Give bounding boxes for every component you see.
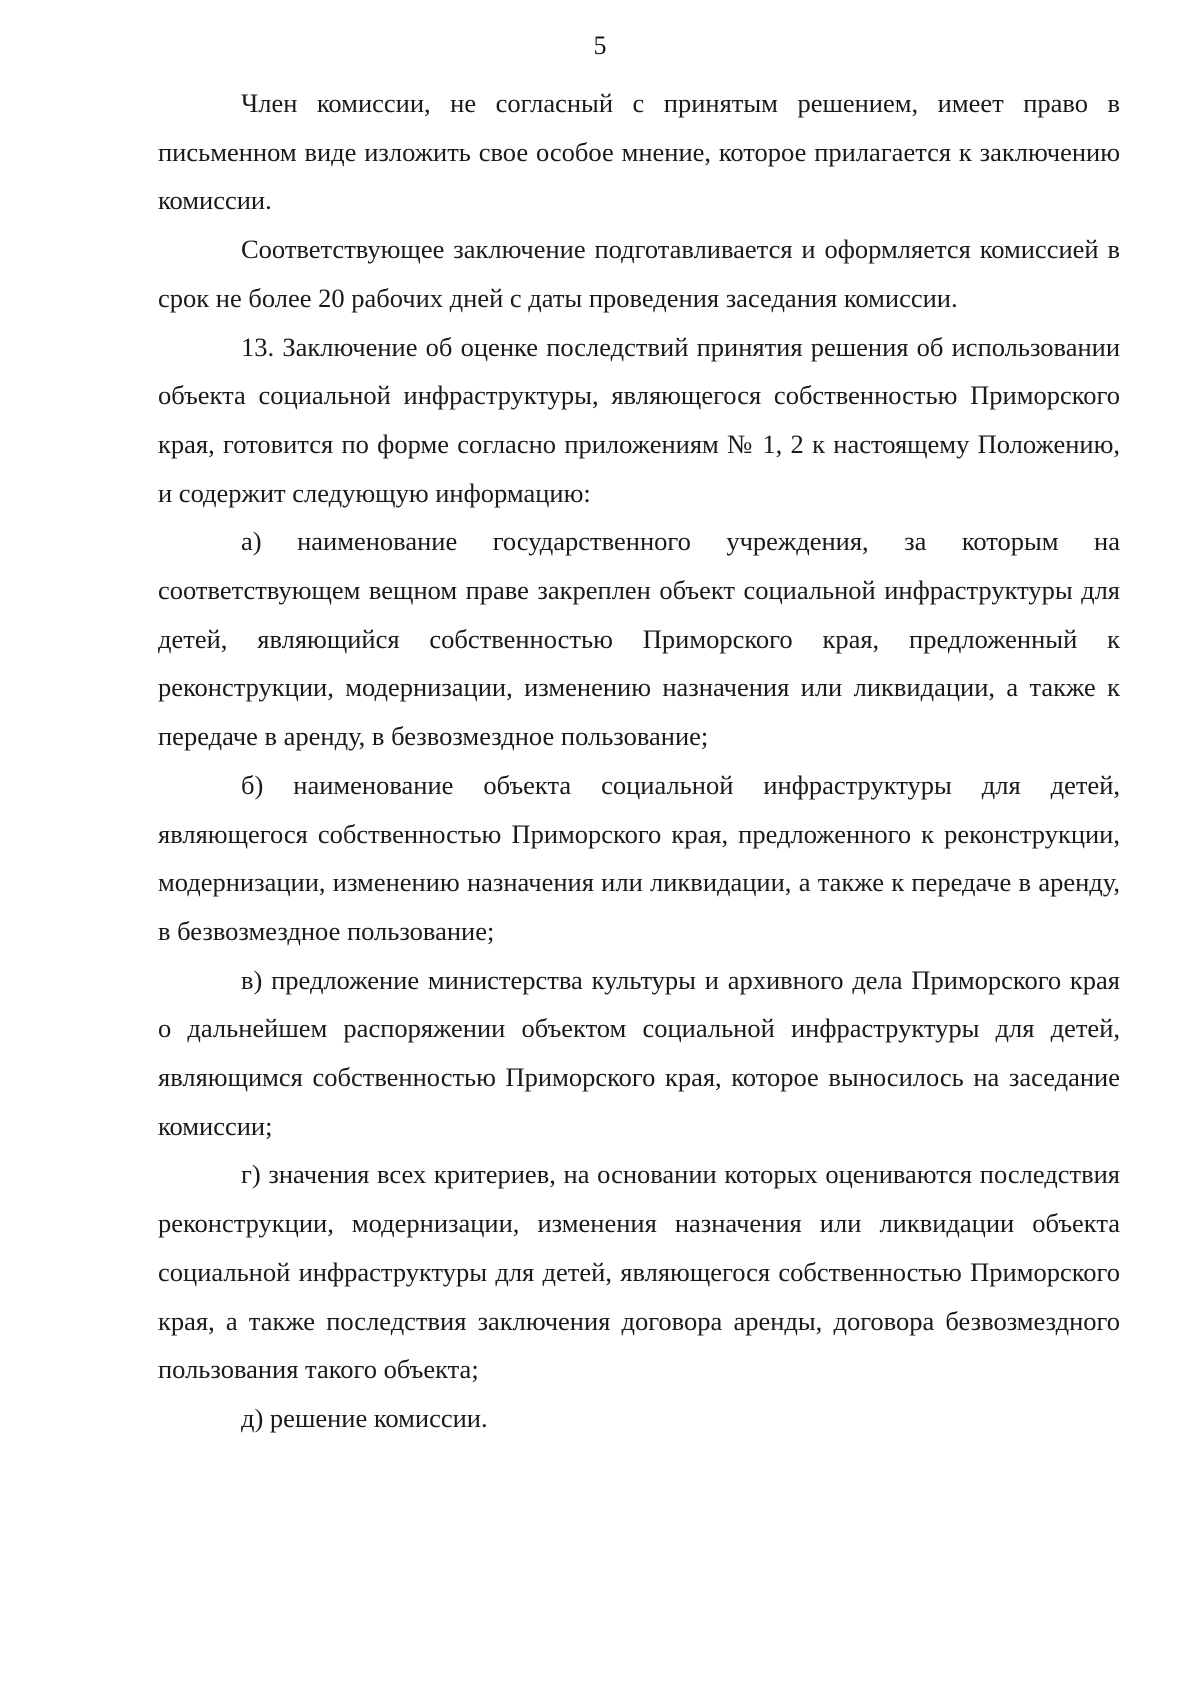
paragraph-conclusion-deadline: Соответствующее заключение подготавливается и оформляется комиссией в срок не более 20 рабочих дней с даты проведения заседания комиссии. — [158, 234, 1120, 313]
list-item-g: г) значения всех критериев, на основании которых оцениваются последствия реконструкции, модернизации, изменения назначения или ликвидации объекта социальной инфраструктуры для детей, являющегося собственностью Приморского края, а также последствия заключения договора аренды, договора безвозмездного пользования такого объекта; — [158, 1159, 1120, 1385]
document-body — [158, 79, 1120, 1443]
page-number: 5 — [593, 31, 607, 60]
list-item-a: а) наименование государственного учреждения, за которым на соответствующем вещном праве закреплен объект социальной инфраструктуры для детей, являющийся собственностью Приморского края, предложенный к реконструкции, модернизации, изменению назначения или ликвидации, а также к передаче в аренду, в безвозмездное пользование; — [158, 526, 1120, 752]
list-item-d: д) решение комиссии. — [241, 1402, 488, 1433]
paragraph-dissenting-opinion: Член комиссии, не согласный с принятым решением, имеет право в письменном виде изложить свое особое мнение, которое прилагается к заключению комиссии. — [158, 88, 1120, 216]
paragraph-item-13: 13. Заключение об оценке последствий принятия решения об использовании объекта социальной инфраструктуры, являющегося собственностью Приморского края, готовится по форме согласно приложениям № 1, 2 к настоящему Положению, и содержит следующую информацию: — [158, 331, 1120, 508]
list-item-b: б) наименование объекта социальной инфраструктуры для детей, являющегося собственностью Приморского края, предложенного к реконструкции, модернизации, изменению назначения или ликвидации, а также к передаче в аренду, в безвозмездное пользование; — [158, 769, 1120, 946]
list-item-v: в) предложение министерства культуры и архивного дела Приморского края о дальнейшем распоряжении объектом социальной инфраструктуры для детей, являющимся собственностью Приморского края, которое выносилось на заседание комиссии; — [158, 964, 1120, 1141]
